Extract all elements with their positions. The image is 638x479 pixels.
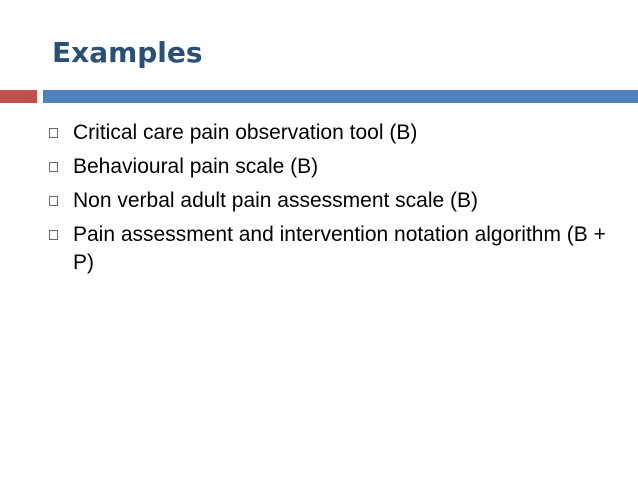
square-bullet-icon <box>49 162 58 172</box>
bullet-item <box>47 119 622 147</box>
accent-bar-blue <box>43 90 638 103</box>
bullet-item <box>47 221 622 277</box>
square-bullet-icon <box>49 196 58 206</box>
bullet-list <box>47 119 622 283</box>
bullet-text: Behavioural pain scale (B) <box>73 155 319 178</box>
bullet-text: Pain assessment and intervention notation algorithm (B + P) <box>73 223 606 274</box>
square-bullet-icon <box>49 128 58 138</box>
bullet-text: Critical care pain observation tool (B) <box>73 121 418 144</box>
bullet-item <box>47 153 622 181</box>
bullet-text: Non verbal adult pain assessment scale (B) <box>73 189 479 212</box>
bullet-item <box>47 187 622 215</box>
accent-bar-red <box>0 90 37 103</box>
slide-title: Examples <box>52 36 203 69</box>
square-bullet-icon <box>49 230 58 240</box>
